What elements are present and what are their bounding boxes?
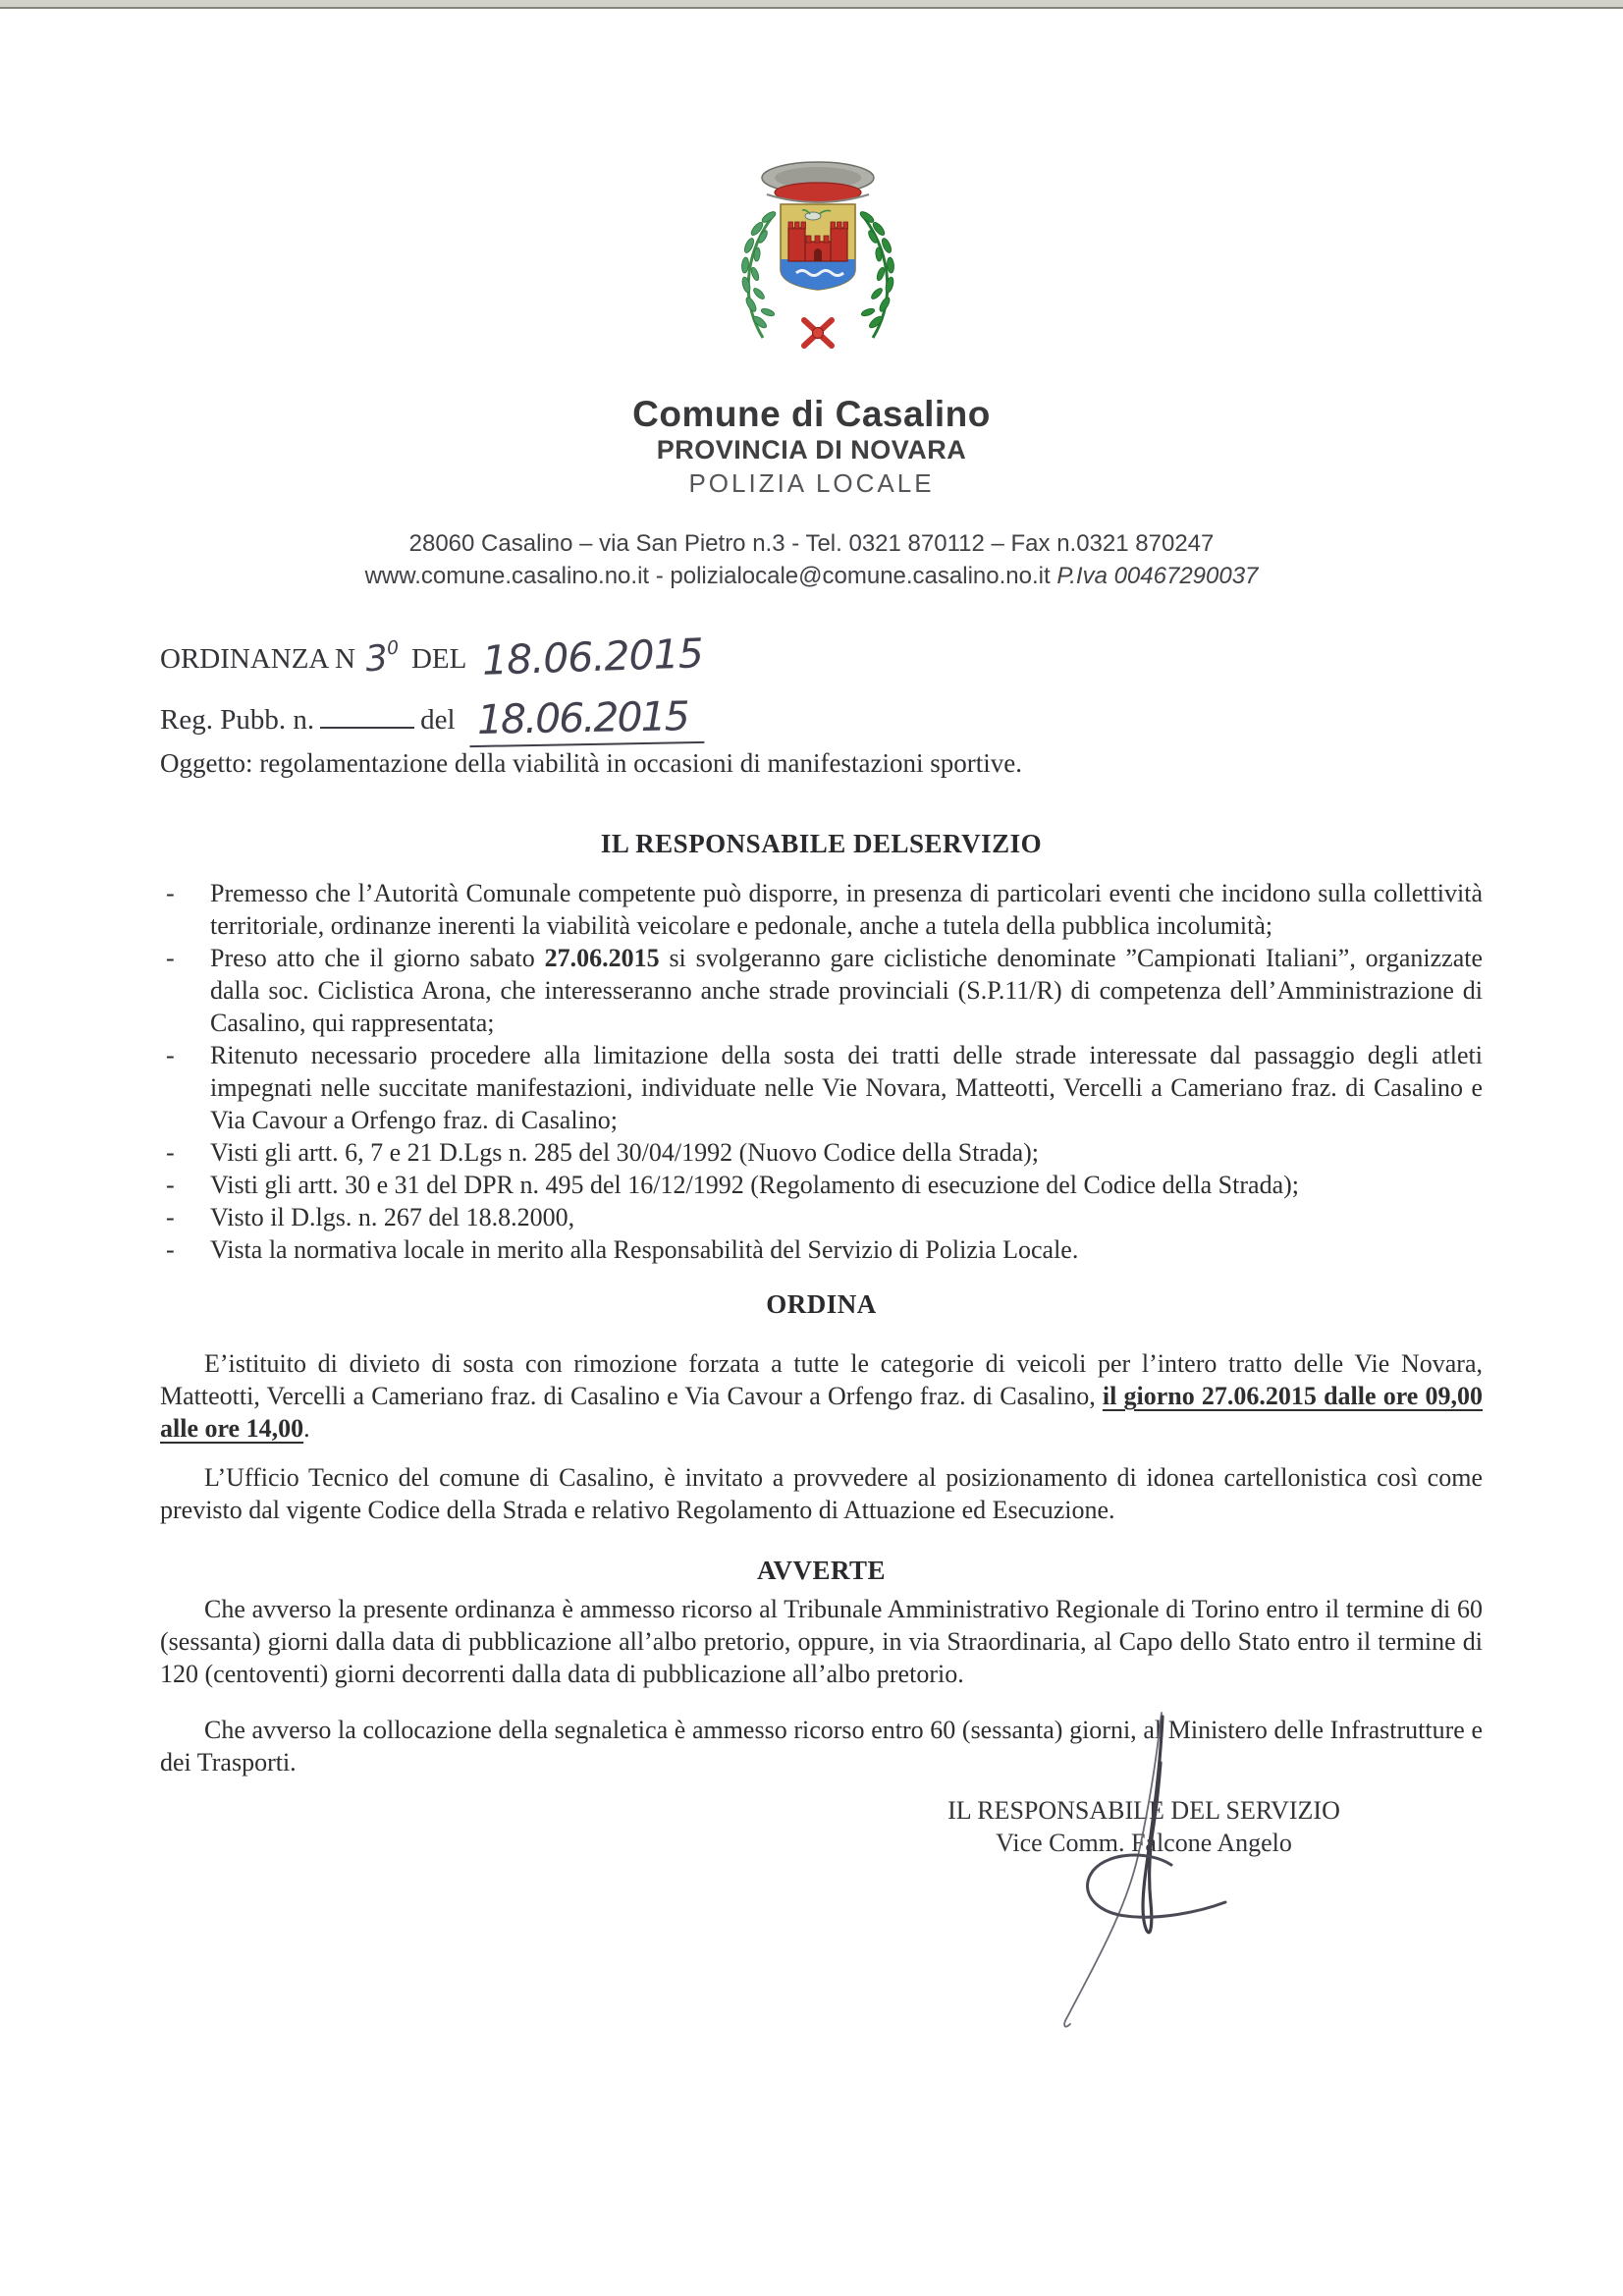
municipality-name: Comune di Casalino [632,394,991,434]
ordinance-label: ORDINANZA N [160,643,355,675]
scan-top-edge [0,0,1623,9]
subject-line: Oggetto: regolamentazione della viabilità in occasioni di manifestazioni sportive. [160,748,1022,778]
registry-del-label: del [420,704,456,736]
laurel-branch-right-icon [858,210,894,338]
premise-item-1: - Premesso che l’Autorità Comunale competente può disporre, in presenza di particolari eventi che incidono sulla collettività territoriale, ordinanze inerenti la viabilità veicolare e pedonale, anche a tutela della pubblica incolumità; [160,877,1483,942]
premise-item-7: - Vista la normativa locale in merito alla Responsabilità del Servizio di Polizia Locale. [160,1233,1483,1266]
premise-item-2: - Preso atto che il giorno sabato 27.06.2015 si svolgeranno gare ciclistiche denominate ”Campionati Italiani”, organizzate dalla soc. Ciclistica Arona, che interesseranno anche strade provinciali (S.P.11/R) di competenza dell’Amministrazione di Casalino, qui rappresentata; [160,942,1483,1039]
mural-crown-icon [762,162,874,202]
protocol-block [160,630,703,742]
ordinance-number-line [160,629,704,684]
address-web-email: www.comune.casalino.no.it - polizialocale@comune.casalino.no.it [364,563,1057,589]
signatory-role: IL RESPONSABILE DEL SERVIZIO [947,1796,1340,1825]
registry-line [160,691,703,742]
avverte-heading: AVVERTE [756,1556,887,1585]
department-line: POLIZIA LOCALE [688,468,935,498]
ribbon-icon [804,320,832,346]
ordina-paragraph-1: E’istituito di divieto di sosta con rimozione forzata a tutte le categorie di veicoli per l’intero tratto delle Vie Novara, Matteotti, Vercelli a Cameriano fraz. di Casalino e Via Cavour a Orfengo fraz. di Casalino, il giorno 27.06.2015 dalle ore 09,00 alle ore 14,00. [160,1349,1483,1443]
ordina-heading: ORDINA [766,1289,877,1319]
responsabile-heading: IL RESPONSABILE DELSERVIZIO [600,829,1043,858]
handwritten-ordinance-date: 18.06.2015 [481,629,704,684]
address-line-2 [0,563,1623,590]
premise-item-3: - Ritenuto necessario procedere alla limitazione della sosta dei tratti delle strade interessate dal passaggio degli atleti impegnati nelle succitate manifestazioni, individuate nelle Vie Novara, Matteotti, Vercelli a Cameriano fraz. di Casalino e Via Cavour a Orfengo fraz. di Casalino; [160,1039,1483,1136]
signatory-name: Vice Comm. Falcone Angelo [996,1829,1292,1857]
avverte-paragraph-2: Che avverso la collocazione della segnaletica è ammesso ricorso entro 60 (sessanta) giorni, al Ministero delle Infrastrutture e dei Trasporti. [160,1716,1483,1777]
handwritten-registry-date: 18.06.2015 [468,692,704,747]
laurel-branch-left-icon [741,210,778,338]
handwritten-ordinance-number: $3^0$ [363,636,401,681]
province-line: PROVINCIA DI NOVARA [656,435,967,465]
bold-underlined-date-times: il giorno 27.06.2015 dalle ore 09,00 alle ore 14,00 [160,1382,1483,1443]
avverte-paragraph-1: Che avverso la presente ordinanza è ammesso ricorso al Tribunale Amministrativo Regionale di Torino entro il termine di 60 (sessanta) giorni dalla data di pubblicazione all’albo pretorio, oppure, in via Straordinaria, al Capo dello Stato entro il termine di 120 (centoventi) giorni decorrenti dalla data di pubblicazione all’albo pretorio. [160,1595,1483,1688]
piva-number: P.Iva 00467290037 [1056,563,1259,589]
municipal-coat-of-arms [728,157,908,350]
shield-icon [781,204,855,290]
registry-number-blank [320,727,414,729]
registry-label: Reg. Pubb. n. [160,704,315,736]
address-line-1: 28060 Casalino – via San Pietro n.3 - Tel. 0321 870112 – Fax n.0321 870247 [408,530,1215,557]
del-label: DEL [410,643,467,675]
handwritten-signature [1001,1694,1257,2038]
premises-list [160,877,1483,1266]
premise-item-4: - Visti gli artt. 6, 7 e 21 D.Lgs n. 285 del 30/04/1992 (Nuovo Codice della Strada); [160,1136,1483,1169]
premise-item-5: - Visti gli artt. 30 e 31 del DPR n. 495 del 16/12/1992 (Regolamento di esecuzione del Codice della Strada); [160,1169,1483,1201]
premise-item-6: - Visto il D.lgs. n. 267 del 18.8.2000, [160,1201,1483,1233]
ordina-paragraph-2: L’Ufficio Tecnico del comune di Casalino, è invitato a provvedere al posizionamento di idonea cartellonistica così come previsto dal vigente Codice della Strada e relativo Regolamento di Attuazione ed Esecuzione. [160,1463,1483,1524]
